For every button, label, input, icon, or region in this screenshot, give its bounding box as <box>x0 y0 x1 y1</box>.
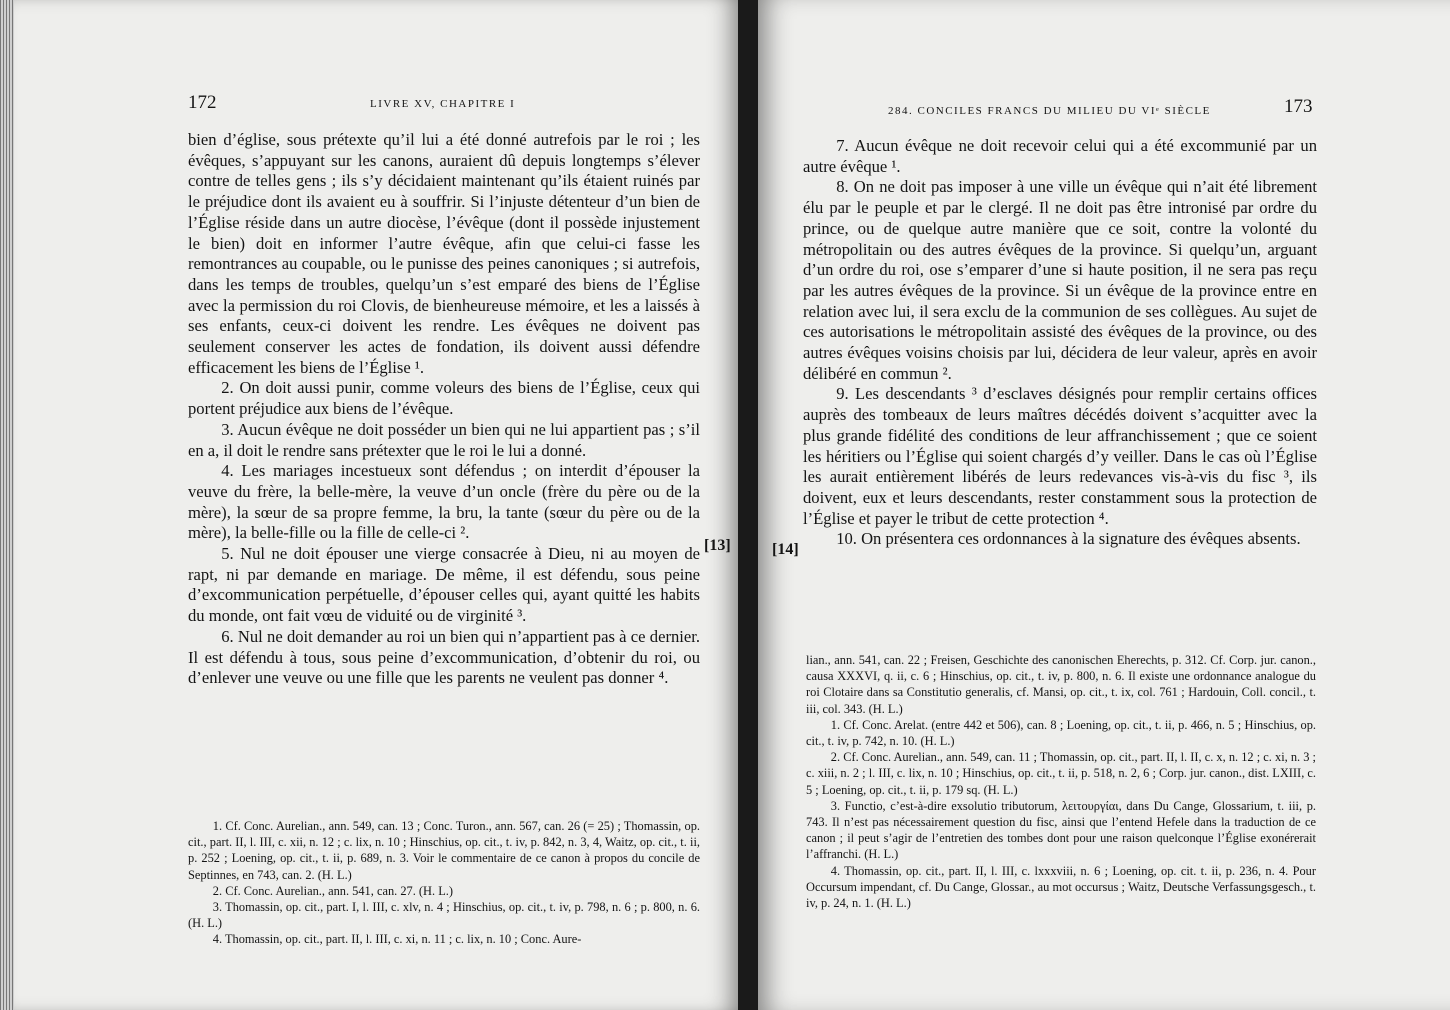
running-head: LIVRE XV, CHAPITRE I <box>370 98 516 110</box>
paragraph: 8. On ne doit pas imposer à une ville un évêque qui n’ait été librement élu par le peuple et par le clergé. Il ne doit pas être intronisé par ordre du prince, ou de quelque autre manière que ce soit, contre la volonté du métropolitain ou des autres évêques de la province. Si quelqu’un, arguant d’un ordre du roi, ose s’emparer d’une si haute position, il ne sera pas reçu par les autres évêques de la province. Si un évêque de la province entre en relation avec lui, il sera exclu de la communion de ses collègues. Au sujet de ces autorisations le métropolitain assisté des évêques de la province, ou des autres évêques voisins choisis par lui, décidera de leur valeur, après en avoir délibéré en commun ². <box>803 177 1317 383</box>
margin-marker: [14] <box>772 541 799 558</box>
paragraph: 10. On présentera ces ordonnances à la signature des évêques absents. <box>836 529 1301 549</box>
page-number: 173 <box>1284 96 1313 117</box>
footnote: 2. Cf. Conc. Aurelian., ann. 549, can. 11 ; Thomassin, op. cit., part. II, l. II, c. x, n. 12 ; c. xi, n. 3 ; c. xiii, n. 2 ; l. III, c. lix, n. 10 ; Hinschius, op. cit., t. ii, p. 518, n. 2, 6 ; Corp. jur. canon., dist. LXIII, c. 5 ; Loening, op. cit., t. ii, p. 179 sq. (H. L.) <box>806 750 1316 797</box>
footnote: 4. Thomassin, op. cit., part. II, l. III, c. xi, n. 11 ; c. lix, n. 10 ; Conc. Aure- <box>212 932 582 947</box>
footnote: 2. Cf. Conc. Aurelian., ann. 541, can. 27. (H. L.) <box>212 883 453 898</box>
footnotes <box>188 818 700 948</box>
footnote: 3. Thomassin, op. cit., part. I, l. III, c. xlv, n. 4 ; Hinschius, op. cit., t. iv, p. 798, n. 6 ; p. 800, n. 6. (H. L.) <box>188 900 700 931</box>
paragraph: bien d’église, sous prétexte qu’il lui a été donné autrefois par le roi ; les évêques, s’appuyant sur les canons, auraient dû depuis longtemps s’élever contre de telles gens ; ils s’y décidaient maintenant qu’ils étaient ruinés par le préjudice dont ils avaient eu à souffrir. Si l’injuste détenteur d’un bien de l’Église réside dans un autre diocèse, l’évêque (dont il possède injustement le bien) doit en informer l’autre évêque, afin que celui-ci fasse les remontrances au coupable, ou le punisse des peines canoniques ; si autrefois, dans les temps de troubles, quelqu’un s’est emparé des biens de l’Église avec la permission du roi Clovis, de bienheureuse mémoire, et les a laissés à ses enfants, ceux-ci doivent les rendre. Les évêques ne doivent pas seulement conserver les actes de fondation, ils doivent aussi défendre efficacement les biens de l’Église ¹. <box>188 130 700 377</box>
body-text <box>803 136 1317 550</box>
paragraph: 2. On doit aussi punir, comme voleurs des biens de l’Église, ceux qui portent préjudice aux biens de l’évêque. <box>188 378 700 419</box>
running-head: 284. CONCILES FRANCS DU MILIEU DU VIᵉ SIÈCLE <box>888 105 1211 117</box>
footnote: 4. Thomassin, op. cit., part. II, l. III, c. lxxxviii, n. 6 ; Loening, op. cit. t. ii, p. 236, n. 4. Pour Occursum impendant, cf. Du Cange, Glossar., au mot occursus ; Waitz, Deutsche Verfassungsgesch., t. iv, p. 24, n. 1. (H. L.) <box>806 863 1316 911</box>
page-number: 172 <box>188 92 217 113</box>
footnote: 1. Cf. Conc. Arelat. (entre 442 et 506), can. 8 ; Loening, op. cit., t. ii, p. 466, n. 5 ; Hinschius, op. cit., t. iv, p. 742, n. 10. (H. L.) <box>806 717 1316 749</box>
right-page <box>758 0 1450 1010</box>
paragraph: 3. Aucun évêque ne doit posséder un bien qui ne lui appartient pas ; s’il en a, il doit le rendre sans prétexter que le roi le lui a donné. <box>188 419 700 460</box>
paragraph: 9. Les descendants ³ d’esclaves désignés pour remplir certains offices auprès des tombeaux de leurs maîtres décédés doivent s’acquitter avec la plus grande fidélité des conditions de leur affranchissement ; que ce soient les héritiers ou l’Église qui soient chargés d’y veiller. Dans le cas où l’Église les aurait entièrement libérés de leurs redevances vis-à-vis du fisc ³, ils doivent, eux et leurs descendants, rester constamment sous la protection de l’Église et payer le tribut de cette protection ⁴. <box>803 384 1317 528</box>
margin-marker: [13] <box>704 537 731 554</box>
footnote: lian., ann. 541, can. 22 ; Freisen, Geschichte des canonischen Eherechts, p. 312. Cf. Corp. jur. canon., causa XXXVI, q. ii, c. 6 ; Hinschius, op. cit., t. iv, p. 800, n. 6. Il existe une ordonnance analogue du roi Clotaire dans sa Constitutio generalis, cf. Mansi, op. cit., t. ix, col. 761 ; Hardouin, Coll. concil., t. iii, col. 343. (H. L.) <box>806 653 1316 716</box>
footnotes <box>806 652 1316 911</box>
paragraph: 4. Les mariages incestueux sont défendus ; on interdit d’épouser la veuve du frère, la belle-mère, la veuve d’un oncle (frère du père ou de la mère), la sœur de sa propre femme, la bru, la tante (sœur du père ou de la mère), la belle-fille ou la fille de celle-ci ². <box>188 461 700 543</box>
paragraph: 7. Aucun évêque ne doit recevoir celui qui a été excommunié par un autre évêque ¹. <box>803 136 1317 176</box>
paragraph: 6. Nul ne doit demander au roi un bien qui n’appartient pas à ce dernier. Il est défendu à tous, sous peine d’excommunication, d’obtenir du roi, ou d’enlever une veuve ou une fille que les parents ne veulent pas donner ⁴. <box>188 626 700 688</box>
footnote: 1. Cf. Conc. Aurelian., ann. 549, can. 13 ; Conc. Turon., ann. 567, can. 26 (= 25) ; Thomassin, op. cit., part. II, l. III, c. xii, n. 12 ; c. lix, n. 10 ; Hinschius, op. cit., t. iv, p. 842, n. 3, 4, Waitz, op. cit., t. ii, p. 252 ; Loening, op. cit., t. ii, p. 689, n. 3. Voir le commentaire de ce canon à propos du concile de Septinnes, en 743, can. 2. (H. L.) <box>188 819 700 882</box>
body-text <box>188 130 700 689</box>
paragraph: 5. Nul ne doit épouser une vierge consacrée à Dieu, ni au moyen de rapt, ni par demande en mariage. De même, il est défendu, sous peine d’excommunication perpétuelle, d’épouser celles qui, ayant quitté les habits du monde, ont fait vœu de viduité ou de virginité ³. <box>188 544 700 626</box>
footnote: 3. Functio, c’est-à-dire exsolutio tributorum, λειτουργίαι, dans Du Cange, Glossarium, t. iii, p. 743. Il n’est pas nécessairement question du fisc, ainsi que l’entend Hefele dans la traduction de ce canon ; il peut s’agir de l’entretien des tombes dont pour une raison quelconque l’Église exonérerait l’affranchi. (H. L.) <box>806 798 1316 862</box>
